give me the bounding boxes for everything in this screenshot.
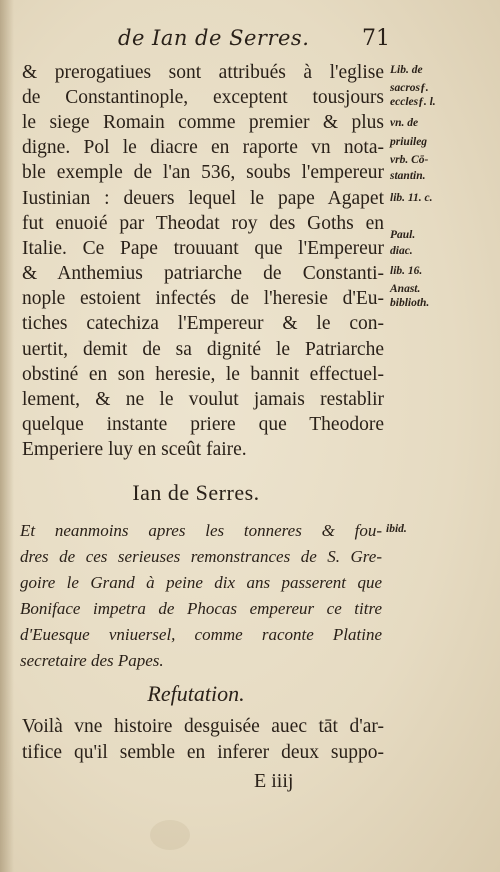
quote-line: Et neanmoins apres les tonneres & fou- xyxy=(20,521,382,540)
body-line: & Anthemius patriarche de Constanti- xyxy=(22,263,384,284)
quote-line: dres de ces serieuses remonstrances de S. Gre- xyxy=(20,547,382,566)
body-line: & prerogatiues sont attribués à l'eglise xyxy=(22,62,384,83)
body-line: fut enuoié par Theodat roy des Goths en xyxy=(22,213,384,234)
margin-note: sacrosƒ. xyxy=(390,82,429,94)
margin-note: vrb. Cō- xyxy=(390,154,429,166)
body-line: uertit, demit de sa dignité le Patriarche xyxy=(22,339,384,360)
quote-line: secretaire des Papes. xyxy=(20,651,164,670)
margin-note: ecclesƒ. l. xyxy=(390,96,436,108)
margin-note: diac. xyxy=(390,245,413,257)
refutation-heading: Refutation. xyxy=(147,681,245,706)
body-line: quelque instante priere que Theodore xyxy=(22,414,384,435)
quote-line: goire le Grand à peine dix ans passerent que xyxy=(20,573,382,592)
margin-note: priuileg xyxy=(390,136,428,148)
body-line: Emperiere luy en sceût faire. xyxy=(22,439,247,460)
body-line: de Constantinople, exceptent tousjours xyxy=(22,87,384,108)
body-line: nople estoient infectés de l'heresie d'Eu- xyxy=(22,288,384,309)
body-line: lement, & ne le voulut jamais restablir xyxy=(22,389,384,410)
body-line: obstiné en son heresie, le bannit effectuel- xyxy=(22,364,384,385)
quote-line: Boniface impetra de Phocas empereur ce titre xyxy=(20,599,382,618)
margin-note: stantin. xyxy=(390,170,426,182)
margin-note-ibid: ibid. xyxy=(386,523,407,535)
paper-stain xyxy=(150,820,190,850)
body-line: le siege Romain comme premier & plus xyxy=(22,112,384,133)
body-line: digne. Pol le diacre en raporte vn nota- xyxy=(22,137,384,158)
section-heading: Ian de Serres. xyxy=(132,480,260,505)
page-number: 71 xyxy=(362,26,390,51)
margin-note: vn. de xyxy=(390,117,419,129)
body-line: tiches catechiza l'Empereur & le con- xyxy=(22,313,384,334)
margin-note: lib. 16. xyxy=(390,265,423,277)
margin-note: Paul. xyxy=(390,229,416,241)
body-line: tifice qu'il semble en inferer deux suppo- xyxy=(22,742,384,763)
margin-note: Lib. de xyxy=(390,64,423,76)
running-head: de Ian de Serres. xyxy=(118,26,310,50)
body-line: ble exemple de l'an 536, soubs l'empereur xyxy=(22,162,384,183)
margin-note: lib. 11. c. xyxy=(390,192,433,204)
margin-note: biblioth. xyxy=(390,297,430,309)
quote-line: d'Euesque vniuersel, comme raconte Platine xyxy=(20,625,382,644)
body-line: Italie. Ce Pape trouuant que l'Empereur xyxy=(22,238,384,259)
margin-note: Anast. xyxy=(390,283,421,295)
signature-mark: E iiij xyxy=(254,770,294,792)
body-line: Iustinian : deuers lequel le pape Agapet xyxy=(22,188,384,209)
body-line: Voilà vne histoire desguisée auec tāt d'ar- xyxy=(22,716,384,737)
binding-gutter xyxy=(0,0,14,872)
